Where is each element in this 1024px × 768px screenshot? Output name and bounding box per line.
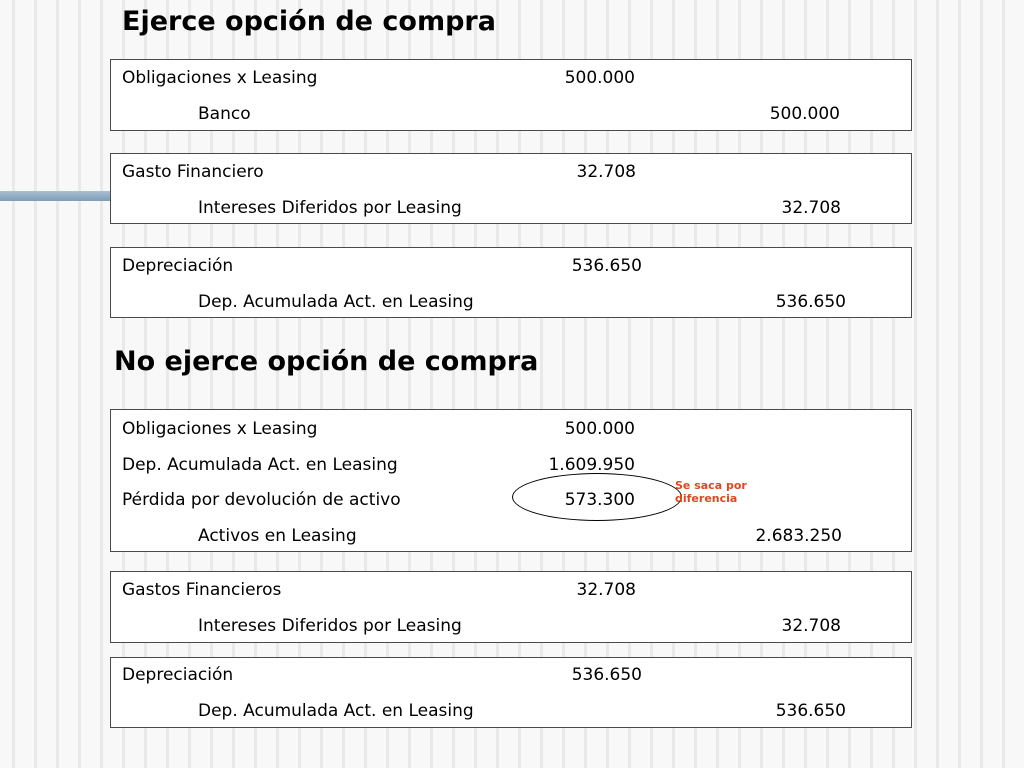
journal-entry-6 bbox=[110, 657, 912, 728]
debit-amount: 32.708 bbox=[576, 580, 636, 600]
debit-account: Gasto Financiero bbox=[122, 162, 264, 182]
debit-account: Depreciación bbox=[122, 665, 234, 685]
credit-amount: 500.000 bbox=[769, 104, 840, 124]
credit-amount: 536.650 bbox=[775, 292, 846, 312]
debit-amount-circled: 573.300 bbox=[564, 490, 635, 510]
journal-entry-2 bbox=[110, 153, 912, 224]
credit-account: Banco bbox=[198, 104, 251, 124]
debit-account: Depreciación bbox=[122, 256, 234, 276]
credit-account: Dep. Acumulada Act. en Leasing bbox=[198, 701, 474, 721]
highlight-ellipse bbox=[512, 473, 682, 521]
debit-amount: 536.650 bbox=[571, 256, 642, 276]
debit-account: Pérdida por devolución de activo bbox=[122, 490, 401, 510]
debit-account: Gastos Financieros bbox=[122, 580, 282, 600]
journal-entry-1 bbox=[110, 59, 912, 131]
debit-account: Obligaciones x Leasing bbox=[122, 68, 318, 88]
credit-amount: 2.683.250 bbox=[755, 526, 842, 546]
debit-amount: 32.708 bbox=[576, 162, 636, 182]
credit-amount: 32.708 bbox=[781, 616, 841, 636]
credit-amount: 32.708 bbox=[781, 198, 841, 218]
debit-amount: 500.000 bbox=[564, 419, 635, 439]
debit-amount: 500.000 bbox=[564, 68, 635, 88]
debit-account: Dep. Acumulada Act. en Leasing bbox=[122, 455, 398, 475]
journal-entry-4 bbox=[110, 409, 912, 552]
debit-amount: 536.650 bbox=[571, 665, 642, 685]
section-title-not-exercises-option: No ejerce opción de compra bbox=[114, 346, 539, 377]
credit-account: Activos en Leasing bbox=[198, 526, 357, 546]
credit-account: Intereses Diferidos por Leasing bbox=[198, 616, 462, 636]
credit-account: Dep. Acumulada Act. en Leasing bbox=[198, 292, 474, 312]
journal-entry-5 bbox=[110, 571, 912, 643]
debit-account: Obligaciones x Leasing bbox=[122, 419, 318, 439]
section-title-exercises-option: Ejerce opción de compra bbox=[122, 6, 496, 37]
journal-entry-3 bbox=[110, 247, 912, 318]
credit-account: Intereses Diferidos por Leasing bbox=[198, 198, 462, 218]
debit-amount: 1.609.950 bbox=[548, 455, 635, 475]
annotation-note: Se saca por diferencia bbox=[675, 479, 747, 505]
credit-amount: 536.650 bbox=[775, 701, 846, 721]
